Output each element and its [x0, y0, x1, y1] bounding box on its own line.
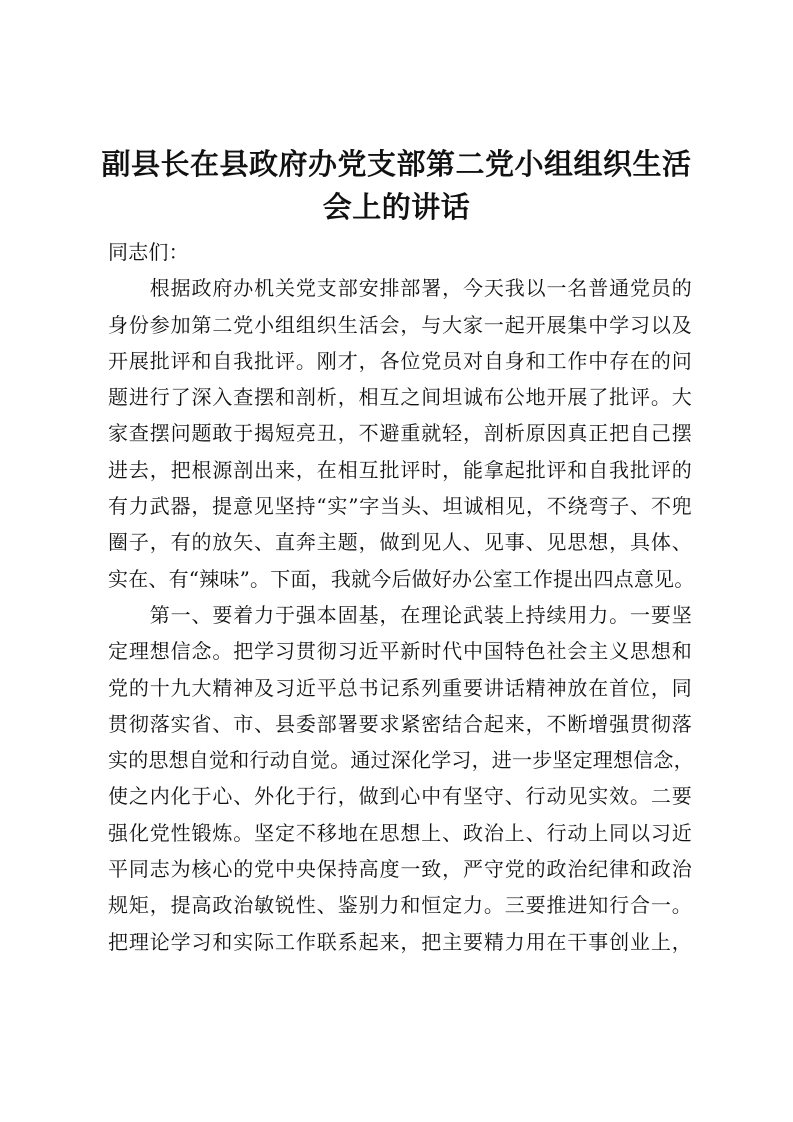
text-line: 圈子，有的放矢、直奔主题，做到见人、见事、见思想，具体、	[108, 530, 692, 555]
text-line: 强化党性锻炼。坚定不移地在思想上、政治上、行动上同以习近	[108, 820, 692, 845]
text-line: 实的思想自觉和行动自觉。通过深化学习，进一步坚定理想信念，	[108, 748, 694, 773]
text-line: 实在、有“辣味”。下面，我就今后做好办公室工作提出四点意见。	[108, 566, 695, 591]
title-line: 会上的讲话	[322, 190, 471, 224]
text-line: 开展批评和自我批评。刚才，各位党员对自身和工作中存在的问	[108, 348, 692, 373]
text-line: 进去，把根源剖出来，在相互批评时，能拿起批评和自我批评的	[108, 457, 692, 482]
text-line: 家查摆问题敢于揭短亮丑，不避重就轻，剖析原因真正把自己摆	[108, 421, 692, 446]
document-title	[90, 143, 703, 229]
text-line: 贯彻落实省、市、县委部署要求紧密结合起来，不断增强贯彻落	[108, 711, 692, 736]
text-line: 使之内化于心、外化于行，做到心中有坚守、行动见实效。二要	[108, 784, 692, 809]
paragraph-1	[108, 270, 695, 597]
text-line: 第一、要着力于强本固基，在理论武装上持续用力。一要坚	[108, 602, 692, 627]
text-line: 定理想信念。把学习贯彻习近平新时代中国特色社会主义思想和	[108, 639, 692, 664]
text-line: 平同志为核心的党中央保持高度一致，严守党的政治纪律和政治	[108, 857, 692, 882]
document-body	[108, 234, 695, 960]
text-line: 身份参加第二党小组组织生活会，与大家一起开展集中学习以及	[108, 312, 692, 337]
text-line: 有力武器，提意见坚持“实”字当头、坦诚相见，不绕弯子、不兜	[108, 494, 692, 519]
paragraph-2	[108, 597, 692, 960]
text-line: 规矩，提高政治敏锐性、鉴别力和恒定力。三要推进知行合一。	[108, 893, 692, 918]
text-line: 根据政府办机关党支部安排部署，今天我以一名普通党员的	[108, 276, 692, 301]
salutation: 同志们：	[108, 240, 189, 264]
text-line: 把理论学习和实际工作联系起来，把主要精力用在干事创业上，	[108, 929, 692, 954]
text-line: 党的十九大精神及习近平总书记系列重要讲话精神放在首位，同	[108, 675, 692, 700]
text-line: 题进行了深入查摆和剖析，相互之间坦诚布公地开展了批评。大	[108, 385, 692, 410]
title-line: 副县长在县政府办党支部第二党小组组织生活	[101, 147, 692, 181]
